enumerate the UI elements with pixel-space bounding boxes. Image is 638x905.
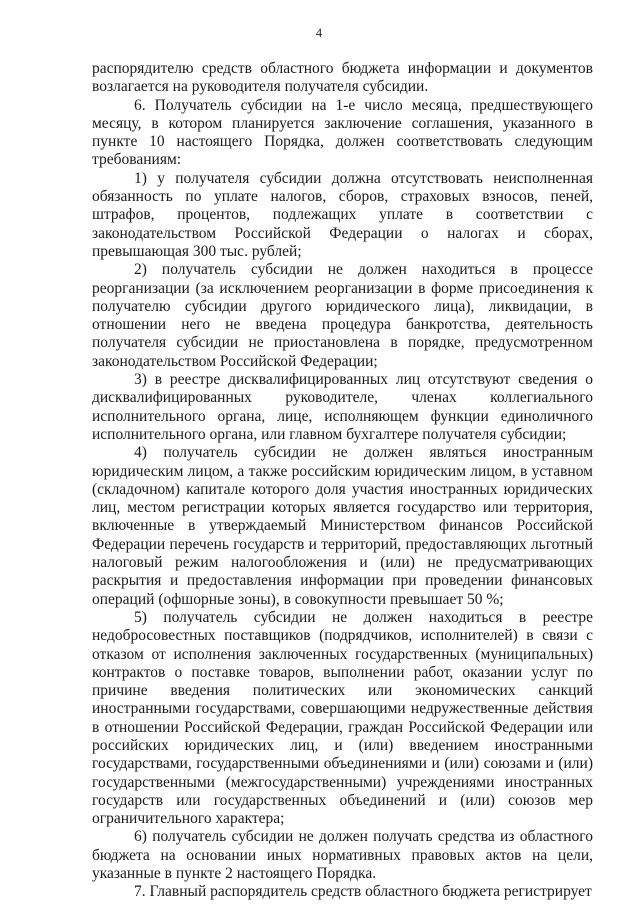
paragraph-clause-7: 7. Главный распорядитель средств областного бюджета регистрирует [134, 883, 592, 901]
page-number: 4 [315, 26, 323, 40]
paragraph-clause-6: 6. Получатель субсидии на 1-е число месяца, предшествующего месяцу, в котором планируется заключение соглашения, указанного в пункте 10 настоящего Порядка, должен соответствовать следующим требованиям: [92, 96, 593, 169]
paragraph-item-2: 2) получатель субсидии не должен находиться в процессе реорганизации (за исключением реорганизации в форме присоединения к получателю субсидии другого юридического лица), ликвидации, в отношении него не введена процедура банкротства, деятельность получателя субсидии не приостановлена в порядке, предусмотренном законодательством Российской Федерации; [92, 261, 593, 370]
paragraph-item-6: 6) получатель субсидии не должен получать средства из областного бюджета на основании иных нормативных правовых актов на цели, указанные в пункте 2 настоящего Порядка. [92, 828, 593, 883]
paragraph-item-1: 1) у получателя субсидии должна отсутствовать неисполненная обязанность по уплате налогов, сборов, страховых взносов, пеней, штрафов, процентов, подлежащих уплате в соответствии с законодательством Российской Федерации о налогах и сборах, превышающая 300 тыс. рублей; [92, 169, 593, 260]
document-body [92, 60, 593, 902]
paragraph-item-4: 4) получатель субсидии не должен являться иностранным юридическим лицом, а также российским юридическим лицом, в уставном (складочном) капитале которого доля участия иностранных юридических лиц, местом регистрации которых является государство или территория, включенные в утверждаемый Министерством финансов Российской Федерации перечень государств и территорий, предоставляющих льготный налоговый режим налогообложения и (или) не предусматривающих раскрытия и предоставления информации при проведении финансовых операций (офшорные зоны), в совокупности превышает 50 %; [92, 444, 593, 608]
paragraph-item-3: 3) в реестре дисквалифицированных лиц отсутствуют сведения о дисквалифицированных руководителе, членах коллегиального исполнительного органа, лице, исполняющем функции единоличного исполнительного органа, или главном бухгалтере получателя субсидии; [92, 371, 593, 443]
paragraph-item-5: 5) получатель субсидии не должен находиться в реестре недобросовестных поставщиков (подрядчиков, исполнителей) в связи с отказом от исполнения заключенных государственных (муниципальных) контрактов о поставке товаров, выполнении работ, оказании услуг по причине введения политических или экономических санкций иностранными государствами, совершающими недружественные действия в отношении Российской Федерации, граждан Российской Федерации или российских юридических лиц, и (или) введением иностранными государствами, государственными объединениями и (или) союзами и (или) государственными (межгосударственными) учреждениями иностранных государств или государственных объединений и (или) союзов мер ограничительного характера; [92, 608, 593, 828]
paragraph-continuation: распорядителю средств областного бюджета информации и документов возлагается на руководителя получателя субсидии. [92, 60, 593, 96]
